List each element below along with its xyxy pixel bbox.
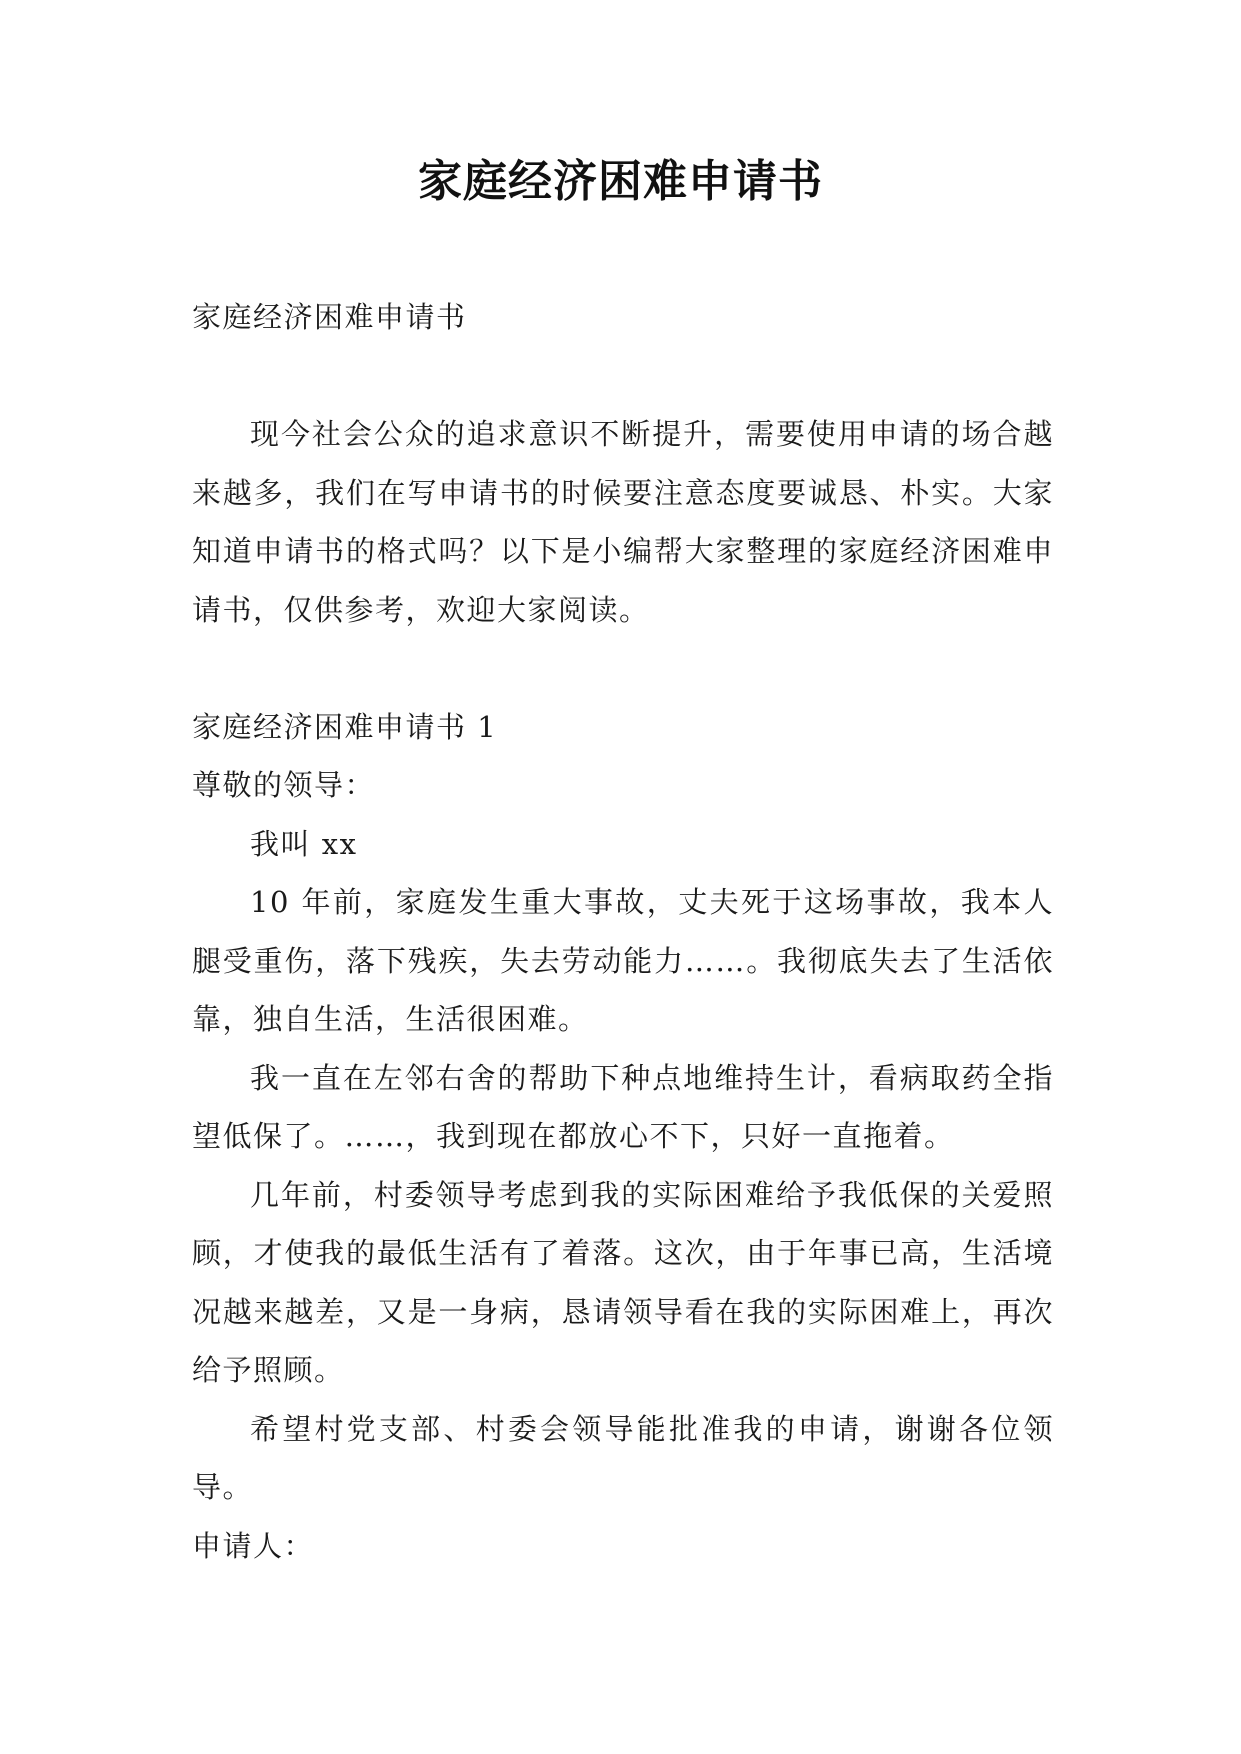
document-subtitle: 家庭经济困难申请书 xyxy=(192,300,467,334)
section-heading: 家庭经济困难申请书 1 xyxy=(192,709,498,744)
body-paragraph-accident: 10 年前，家庭发生重大事故，丈夫死于这场事故，我本人腿受重伤，落下残疾，失去劳动能力……。我彻底失去了生活依靠，独自生活，生活很困难。 xyxy=(192,885,1054,1036)
body-paragraph-livelihood: 我一直在左邻右舍的帮助下种点地维持生计，看病取药全指望低保了。……，我到现在都放心不下，只好一直拖着。 xyxy=(192,1060,1054,1153)
body-paragraph-name: 我叫 xx xyxy=(250,826,358,861)
signature-label: 申请人： xyxy=(192,1528,315,1563)
intro-paragraph: 现今社会公众的追求意识不断提升，需要使用申请的场合越来越多，我们在写申请书的时候要注意态度要诚恳、朴实。大家知道申请书的格式吗？以下是小编帮大家整理的家庭经济困难申请书，仅供参考，欢迎大家阅读。 xyxy=(192,417,1054,627)
body-paragraph-thanks: 希望村党支部、村委会领导能批准我的申请，谢谢各位领导。 xyxy=(192,1411,1054,1504)
salutation: 尊敬的领导： xyxy=(192,768,376,802)
document-title: 家庭经济困难申请书 xyxy=(418,156,823,207)
document-body xyxy=(192,288,1054,1575)
body-paragraph-request: 几年前，村委领导考虑到我的实际困难给予我低保的关爱照顾，才使我的最低生活有了着落。这次，由于年事已高，生活境况越来越差，又是一身病，恳请领导看在我的实际困难上，再次给予照顾。 xyxy=(192,1177,1054,1387)
